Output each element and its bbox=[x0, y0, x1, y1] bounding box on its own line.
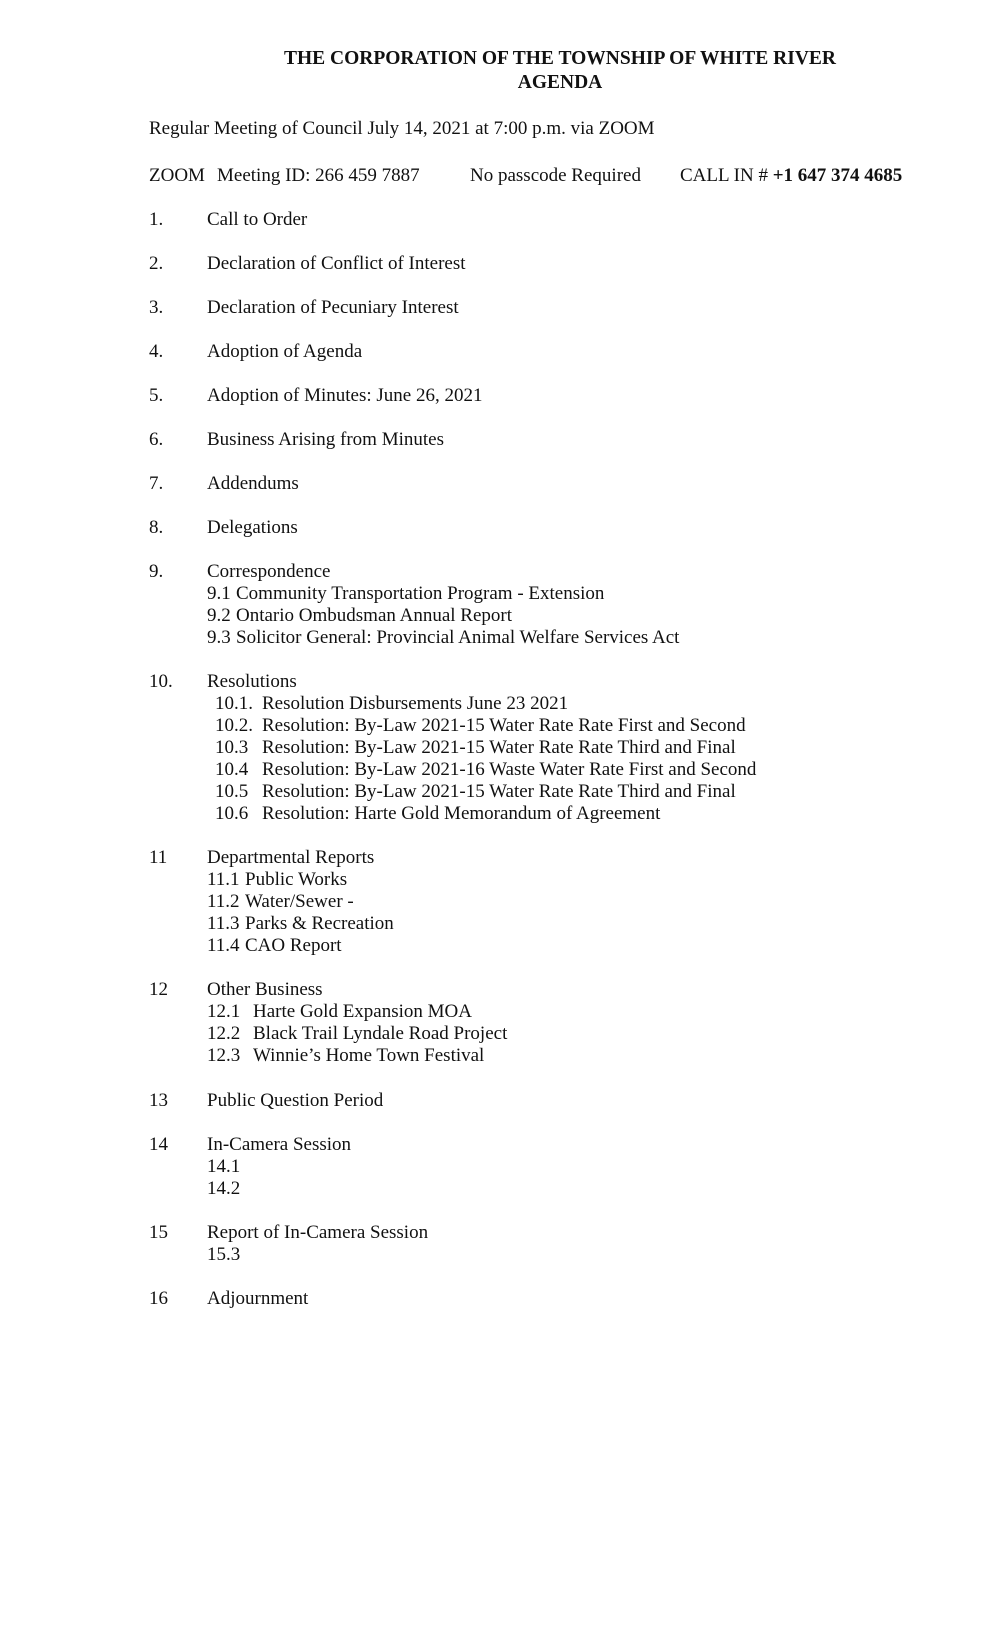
agenda-item-label: Adoption of Agenda bbox=[207, 341, 363, 362]
agenda-subitem-number: 10.2. bbox=[215, 715, 253, 736]
agenda-subitem-text: Community Transportation Program - Extension bbox=[236, 583, 605, 604]
agenda-subitem-number: 12.1 bbox=[207, 1001, 241, 1022]
agenda-subitem-number: 9.3 bbox=[207, 627, 231, 648]
agenda-item-number: 12 bbox=[149, 979, 168, 1000]
agenda-item-label: In-Camera Session bbox=[207, 1134, 352, 1155]
agenda-subitem-text: Harte Gold Expansion MOA bbox=[253, 1001, 472, 1022]
agenda-item-number: 10. bbox=[149, 671, 173, 692]
agenda-item-label: Correspondence bbox=[207, 561, 331, 582]
agenda-subitem-text: Solicitor General: Provincial Animal Welfare Services Act bbox=[236, 627, 680, 648]
agenda-subitem-number: 10.3 bbox=[215, 737, 249, 758]
agenda-subitem-text: CAO Report bbox=[245, 935, 342, 956]
agenda-subitem-text: Resolution: By-Law 2021-15 Water Rate Rate First and Second bbox=[262, 715, 746, 736]
agenda-item-number: 2. bbox=[149, 253, 164, 274]
agenda-subitem-number: 11.4 bbox=[207, 935, 240, 956]
call-in-number: +1 647 374 4685 bbox=[772, 165, 903, 186]
document-title: THE CORPORATION OF THE TOWNSHIP OF WHITE RIVER bbox=[283, 48, 837, 69]
meeting-description: Regular Meeting of Council July 14, 2021 at 7:00 p.m. via ZOOM bbox=[149, 118, 655, 139]
agenda-subitem-text: Resolution: Harte Gold Memorandum of Agreement bbox=[262, 803, 661, 824]
agenda-item-label: Addendums bbox=[207, 473, 299, 494]
agenda-subitem-text: Parks & Recreation bbox=[245, 913, 394, 934]
zoom-label: ZOOM bbox=[149, 165, 205, 186]
agenda-item-number: 4. bbox=[149, 341, 164, 362]
agenda-item-label: Declaration of Conflict of Interest bbox=[207, 253, 466, 274]
agenda-subitem-text: Winnie’s Home Town Festival bbox=[253, 1045, 485, 1066]
agenda-subitem-number: 11.2 bbox=[207, 891, 240, 912]
agenda-item-number: 5. bbox=[149, 385, 164, 406]
agenda-item-label: Public Question Period bbox=[207, 1090, 384, 1111]
agenda-subitem-number: 12.2 bbox=[207, 1023, 241, 1044]
agenda-item-label: Departmental Reports bbox=[207, 847, 375, 868]
agenda-subitem-text: Public Works bbox=[245, 869, 348, 890]
agenda-subitem-number: 11.1 bbox=[207, 869, 240, 890]
agenda-item-number: 6. bbox=[149, 429, 164, 450]
agenda-item-label: Resolutions bbox=[207, 671, 297, 692]
agenda-item-number: 8. bbox=[149, 517, 164, 538]
agenda-item-label: Call to Order bbox=[207, 209, 308, 230]
agenda-subitem-text: Ontario Ombudsman Annual Report bbox=[236, 605, 512, 626]
agenda-subitem-number: 9.2 bbox=[207, 605, 231, 626]
meeting-id: Meeting ID: 266 459 7887 bbox=[217, 165, 420, 186]
agenda-subitem-number: 10.5 bbox=[215, 781, 249, 802]
agenda-item-number: 9. bbox=[149, 561, 164, 582]
agenda-item-number: 15 bbox=[149, 1222, 168, 1243]
agenda-subitem-number: 10.6 bbox=[215, 803, 249, 824]
agenda-item-number: 3. bbox=[149, 297, 164, 318]
agenda-subitem-number: 10.1. bbox=[215, 693, 253, 714]
agenda-item-number: 11 bbox=[149, 847, 168, 868]
agenda-subitem-number: 11.3 bbox=[207, 913, 240, 934]
agenda-item-label: Declaration of Pecuniary Interest bbox=[207, 297, 459, 318]
agenda-subitem-number: 9.1 bbox=[207, 583, 231, 604]
agenda-item-number: 16 bbox=[149, 1288, 168, 1309]
agenda-subitem-number: 15.3 bbox=[207, 1244, 241, 1265]
agenda-item-label: Report of In-Camera Session bbox=[207, 1222, 429, 1243]
agenda-subitem-text: Black Trail Lyndale Road Project bbox=[253, 1023, 508, 1044]
agenda-item-label: Adjournment bbox=[207, 1288, 309, 1309]
agenda-item-label: Adoption of Minutes: June 26, 2021 bbox=[207, 385, 483, 406]
agenda-item-label: Business Arising from Minutes bbox=[207, 429, 444, 450]
agenda-item-label: Other Business bbox=[207, 979, 323, 1000]
agenda-subitem-text: Resolution Disbursements June 23 2021 bbox=[262, 693, 569, 714]
agenda-item-number: 1. bbox=[149, 209, 164, 230]
agenda-subitem-number: 14.1 bbox=[207, 1156, 241, 1177]
agenda-subitem-number: 14.2 bbox=[207, 1178, 241, 1199]
agenda-subitem-text: Resolution: By-Law 2021-15 Water Rate Rate Third and Final bbox=[262, 737, 736, 758]
agenda-subitem-text: Water/Sewer - bbox=[245, 891, 354, 912]
agenda-subitem-number: 12.3 bbox=[207, 1045, 241, 1066]
agenda-item-number: 13 bbox=[149, 1090, 168, 1111]
passcode-note: No passcode Required bbox=[470, 165, 641, 186]
agenda-item-number: 14 bbox=[149, 1134, 168, 1155]
agenda-subitem-text: Resolution: By-Law 2021-16 Waste Water Rate First and Second bbox=[262, 759, 757, 780]
agenda-item-label: Delegations bbox=[207, 517, 298, 538]
agenda-item-number: 7. bbox=[149, 473, 164, 494]
document-subtitle: AGENDA bbox=[517, 72, 603, 93]
agenda-subitem-number: 10.4 bbox=[215, 759, 249, 780]
agenda-subitem-text: Resolution: By-Law 2021-15 Water Rate Rate Third and Final bbox=[262, 781, 736, 802]
call-in-label: CALL IN # bbox=[680, 165, 773, 186]
